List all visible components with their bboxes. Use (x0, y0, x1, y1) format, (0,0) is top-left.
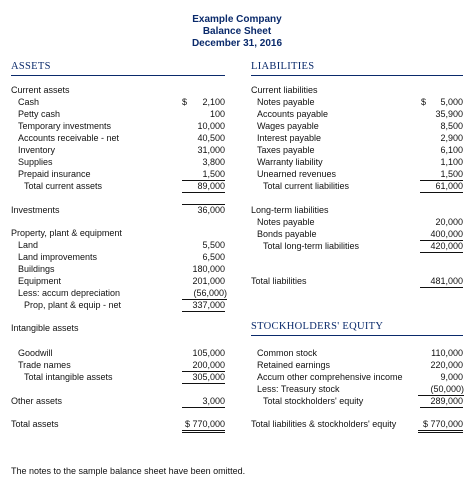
ppe-row-label: Land improvements (18, 252, 98, 262)
intangible-row-value: 105,000 (192, 348, 225, 358)
equity-row-label: Accum other comprehensive income (257, 372, 403, 382)
asset-row-label: Cash (18, 97, 40, 107)
equity-row-value: 9,000 (440, 372, 463, 382)
asset-row-value: 40,500 (197, 133, 225, 143)
report-title: Balance Sheet (202, 26, 272, 37)
liability-row-label: Taxes payable (257, 145, 315, 155)
investments-label: Investments (11, 205, 60, 215)
ppe-row-label: Less: accum depreciation (18, 288, 121, 298)
company-name: Example Company (192, 14, 282, 25)
total-intangible-label: Total intangible assets (24, 372, 113, 382)
liability-row-value: 8,500 (440, 121, 463, 131)
longterm-row-label: Notes payable (257, 217, 315, 227)
total-liabilities-label: Total liabilities (251, 276, 307, 286)
assets-heading: ASSETS (11, 61, 51, 72)
total-equity-value: 289,000 (420, 396, 463, 408)
equity-row-label: Less: Treasury stock (257, 384, 340, 394)
total-current-liabilities-label: Total current liabilities (263, 181, 350, 191)
total-longterm-value: 420,000 (420, 241, 463, 253)
asset-row-label: Temporary investments (18, 121, 112, 131)
liability-row-label: Interest payable (257, 133, 322, 143)
currency-symbol: $ (421, 97, 427, 107)
other-assets-value: 3,000 (182, 396, 225, 408)
liability-row-value: 5,000 (440, 97, 463, 107)
total-current-assets-label: Total current assets (24, 181, 103, 191)
ppe-row-value: 5,500 (202, 240, 225, 250)
total-longterm-label: Total long-term liabilities (263, 241, 360, 251)
ppe-row-value: 6,500 (202, 252, 225, 262)
ppe-row-value: 201,000 (192, 276, 225, 286)
total-assets-value: $ 770,000 (182, 419, 225, 433)
ppe-row-value: 180,000 (192, 264, 225, 274)
liabilities-heading: LIABILITIES (251, 61, 315, 72)
liability-row-value: 1,100 (440, 157, 463, 167)
ppe-label: Property, plant & equipment (11, 228, 122, 238)
total-current-assets-value: 89,000 (182, 181, 225, 193)
intangible-row-value: 200,000 (182, 360, 225, 372)
liability-row-label: Notes payable (257, 97, 315, 107)
equity-row-value: (50,000) (418, 384, 464, 396)
intangible-row-label: Trade names (18, 360, 71, 370)
total-current-liabilities-value: 61,000 (420, 181, 463, 193)
report-date: December 31, 2016 (191, 38, 283, 49)
other-assets-label: Other assets (11, 396, 63, 406)
longterm-liabilities-label: Long-term liabilities (251, 205, 329, 215)
footnote: The notes to the sample balance sheet have been omitted. (11, 466, 246, 476)
intangible-row-label: Goodwill (18, 348, 53, 358)
longterm-row-value: 20,000 (435, 217, 463, 227)
liability-row-value: 1,500 (420, 169, 463, 181)
intangible-assets-label: Intangible assets (11, 323, 79, 333)
ppe-row-label: Land (18, 240, 39, 250)
liability-row-label: Unearned revenues (257, 169, 337, 179)
asset-row-label: Accounts receivable - net (18, 133, 120, 143)
asset-row-value: 100 (209, 109, 225, 119)
total-assets-label: Total assets (11, 419, 59, 429)
longterm-row-label: Bonds payable (257, 229, 317, 239)
asset-row-value: 10,000 (197, 121, 225, 131)
equity-row-value: 220,000 (430, 360, 463, 370)
asset-row-label: Prepaid insurance (18, 169, 91, 179)
total-intangible-value: 305,000 (182, 372, 225, 384)
equity-row-label: Common stock (257, 348, 318, 358)
asset-row-label: Inventory (18, 145, 56, 155)
asset-row-value: 1,500 (182, 169, 225, 181)
ppe-row-value: (56,000) (182, 288, 227, 300)
current-assets-label: Current assets (11, 85, 70, 95)
total-liabilities-equity-value: $ 770,000 (418, 419, 463, 433)
liability-row-label: Accounts payable (257, 109, 329, 119)
total-liabilities-equity-label: Total liabilities & stockholders' equity (251, 419, 397, 429)
current-liabilities-label: Current liabilities (251, 85, 318, 95)
asset-row-label: Supplies (18, 157, 53, 167)
ppe-net-label: Prop, plant & equip - net (24, 300, 122, 310)
longterm-row-value: 400,000 (420, 229, 463, 241)
ppe-net-value: 337,000 (182, 300, 225, 312)
liabilities-heading-rule (251, 75, 463, 76)
total-liabilities-value: 481,000 (420, 276, 463, 288)
liability-row-label: Wages payable (257, 121, 319, 131)
assets-heading-rule (11, 75, 225, 76)
investments-value: 36,000 (182, 204, 225, 216)
equity-heading: STOCKHOLDERS' EQUITY (251, 321, 384, 332)
liability-row-label: Warranty liability (257, 157, 323, 167)
asset-row-value: 2,100 (202, 97, 225, 107)
equity-row-value: 110,000 (431, 348, 463, 358)
liability-row-value: 6,100 (440, 145, 463, 155)
equity-row-label: Retained earnings (257, 360, 331, 370)
total-equity-label: Total stockholders' equity (263, 396, 364, 406)
ppe-row-label: Equipment (18, 276, 62, 286)
asset-row-value: 31,000 (197, 145, 225, 155)
liability-row-value: 35,900 (435, 109, 463, 119)
currency-symbol: $ (182, 97, 188, 107)
liability-row-value: 2,900 (440, 133, 463, 143)
asset-row-value: 3,800 (202, 157, 225, 167)
asset-row-label: Petty cash (18, 109, 61, 119)
equity-heading-rule (251, 335, 463, 336)
ppe-row-label: Buildings (18, 264, 55, 274)
